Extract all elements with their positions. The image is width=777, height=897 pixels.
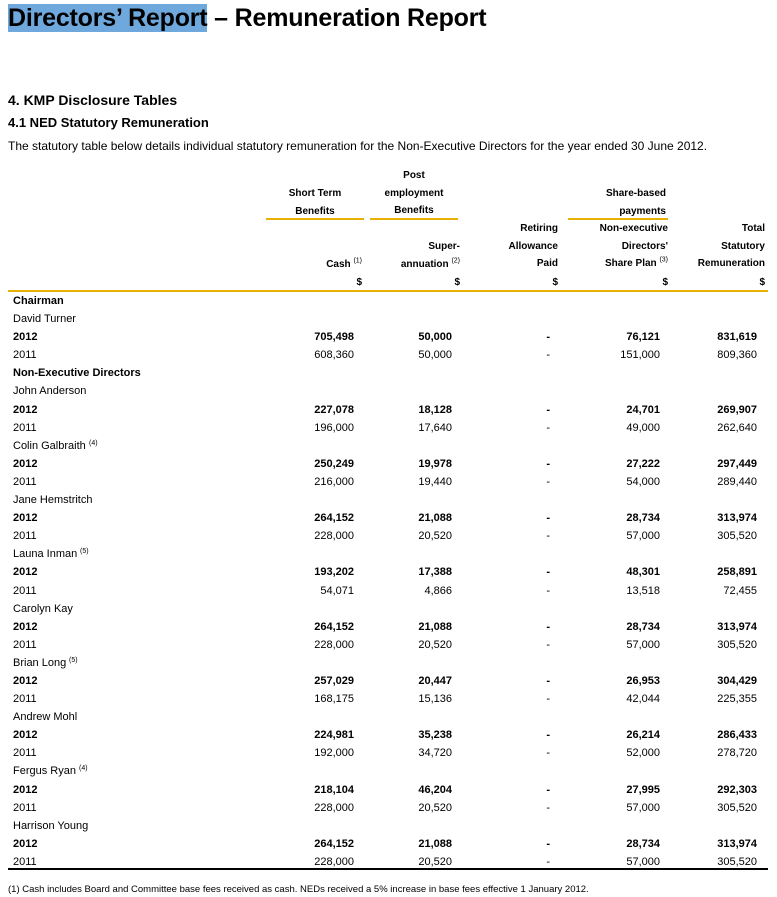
total-cell: 313,974 — [717, 512, 757, 525]
year-label: 2012 — [13, 566, 38, 579]
director-name-row — [8, 762, 768, 780]
ned-share-plan-cell: 57,000 — [626, 855, 660, 868]
superannuation-cell: 21,088 — [418, 837, 452, 850]
superannuation-cell: 20,520 — [418, 855, 452, 868]
retiring-allowance-cell: - — [546, 855, 550, 868]
table-row — [8, 781, 768, 799]
table-row — [8, 672, 768, 690]
table-row — [8, 726, 768, 744]
header-underline-post-employment — [370, 218, 458, 220]
retiring-allowance-cell: - — [546, 674, 550, 687]
superannuation-cell: 46,204 — [418, 783, 452, 796]
year-label: 2011 — [13, 421, 37, 434]
sub-heading: 4.1 NED Statutory Remuneration — [8, 115, 209, 130]
ned-share-plan-cell: 42,044 — [626, 693, 660, 706]
table-row — [8, 636, 768, 654]
header-post-employment-benefits: Post employment Benefits — [384, 170, 444, 216]
cash-cell: 228,000 — [314, 855, 354, 868]
director-name: Harrison Young — [13, 819, 89, 832]
ned-share-plan-cell: 49,000 — [626, 421, 660, 434]
director-name-row — [8, 600, 768, 618]
year-label: 2011 — [13, 747, 37, 760]
year-label: 2011 — [13, 855, 37, 868]
cash-cell: 193,202 — [314, 566, 354, 579]
retiring-allowance-cell: - — [546, 530, 550, 543]
ned-share-plan-cell: 27,995 — [626, 783, 660, 796]
director-name-row — [8, 654, 768, 672]
cash-cell: 264,152 — [314, 620, 354, 633]
header-cash: Cash $^{(1)}$ — [326, 257, 362, 270]
cash-cell: 228,000 — [314, 801, 354, 814]
ned-share-plan-cell: 27,222 — [626, 457, 660, 470]
table-row — [8, 563, 768, 581]
superannuation-cell: 21,088 — [418, 512, 452, 525]
retiring-allowance-cell: - — [546, 783, 550, 796]
total-cell: 304,429 — [717, 674, 757, 687]
retiring-allowance-cell: - — [546, 620, 550, 633]
section-heading: 4. KMP Disclosure Tables — [8, 92, 178, 108]
director-name-row — [8, 708, 768, 726]
ned-share-plan-cell: 13,518 — [626, 584, 660, 597]
ned-share-plan-cell: 76,121 — [626, 331, 660, 344]
cash-note: (1) — [353, 257, 362, 265]
remuneration-table-body — [8, 292, 768, 871]
ned-share-note: (3) — [659, 256, 668, 264]
header-share-based-payments: Share-based payments — [605, 188, 666, 217]
total-cell: 262,640 — [717, 421, 757, 434]
table-row — [8, 328, 768, 346]
cash-cell: 224,981 — [314, 729, 354, 742]
cash-cell: 228,000 — [314, 638, 354, 651]
total-cell: 278,720 — [717, 747, 757, 760]
retiring-allowance-cell: - — [546, 837, 550, 850]
total-cell: 305,520 — [717, 855, 757, 868]
superannuation-cell: 20,520 — [418, 530, 452, 543]
table-row — [8, 582, 768, 600]
ned-share-plan-cell: 57,000 — [626, 638, 660, 651]
year-label: 2012 — [13, 783, 38, 796]
header-underline-short-term — [266, 218, 364, 220]
total-cell: 313,974 — [717, 620, 757, 633]
retiring-allowance-cell: - — [546, 512, 550, 525]
header-retiring-allowance: Retiring Allowance Paid — [508, 223, 558, 269]
superannuation-cell: 21,088 — [418, 620, 452, 633]
footnote: (1) Cash includes Board and Committee base fees received as cash. NEDs received a 5% increase in base fees effective 1 January 2012. — [8, 884, 589, 895]
total-cell: 305,520 — [717, 530, 757, 543]
director-name: David Turner — [13, 313, 76, 326]
total-cell: 809,360 — [717, 349, 757, 362]
superannuation-cell: 15,136 — [418, 693, 452, 706]
page-title — [8, 4, 486, 33]
director-note: (4) — [89, 439, 98, 447]
retiring-allowance-cell: - — [546, 457, 550, 470]
superannuation-cell: 19,440 — [418, 475, 452, 488]
total-cell: 831,619 — [717, 331, 757, 344]
year-label: 2011 — [13, 693, 37, 706]
year-label: 2012 — [13, 674, 38, 687]
retiring-allowance-cell: - — [546, 475, 550, 488]
superannuation-cell: 18,128 — [418, 403, 452, 416]
director-name-row — [8, 437, 768, 455]
retiring-allowance-cell: - — [546, 403, 550, 416]
ned-share-plan-cell: 151,000 — [620, 349, 660, 362]
superannuation-cell: 50,000 — [418, 331, 452, 344]
total-cell: 305,520 — [717, 801, 757, 814]
cash-cell: 54,071 — [320, 584, 354, 597]
cash-cell: 218,104 — [314, 783, 354, 796]
super-note: (2) — [451, 257, 460, 265]
retiring-allowance-cell: - — [546, 747, 550, 760]
total-cell: 286,433 — [717, 729, 757, 742]
table-row — [8, 419, 768, 437]
total-cell: 72,455 — [723, 584, 757, 597]
year-label: 2012 — [13, 512, 38, 525]
director-name: Fergus Ryan — [13, 765, 76, 778]
cash-cell: 264,152 — [314, 837, 354, 850]
director-name: Jane Hemstritch — [13, 494, 93, 507]
superannuation-cell: 17,388 — [418, 566, 452, 579]
year-label: 2011 — [13, 349, 37, 362]
total-cell: 292,303 — [717, 783, 757, 796]
year-label: 2012 — [13, 331, 38, 344]
director-note: (5) — [80, 548, 89, 556]
page-title-highlight: Directors’ Report — [8, 4, 208, 32]
total-cell: 225,355 — [717, 693, 757, 706]
cash-cell: 608,360 — [314, 349, 354, 362]
superannuation-cell: 20,520 — [418, 638, 452, 651]
header-total-statutory-remuneration: Total Statutory Remuneration — [697, 223, 765, 269]
group-label: Chairman — [13, 295, 64, 307]
total-cell: 305,520 — [717, 638, 757, 651]
year-label: 2012 — [13, 729, 38, 742]
table-row — [8, 744, 768, 762]
director-name-row — [8, 310, 768, 328]
total-cell: 297,449 — [717, 457, 757, 470]
cash-cell: 250,249 — [314, 457, 354, 470]
ned-share-plan-cell: 48,301 — [626, 566, 660, 579]
superannuation-cell: 19,978 — [418, 457, 452, 470]
ned-share-plan-cell: 57,000 — [626, 530, 660, 543]
ned-share-plan-cell: 26,214 — [626, 729, 660, 742]
table-row — [8, 690, 768, 708]
year-label: 2012 — [13, 403, 38, 416]
director-name-row — [8, 382, 768, 400]
superannuation-cell: 17,640 — [418, 421, 452, 434]
header-ned-share-plan: Non-executive Directors' Share Plan $^{(3)}$ — [599, 223, 668, 269]
retiring-allowance-cell: - — [546, 584, 550, 597]
header-short-term-benefits: Short Term Benefits — [288, 188, 342, 217]
ned-share-plan-cell: 26,953 — [626, 674, 660, 687]
cash-cell: 705,498 — [314, 331, 354, 344]
table-row — [8, 835, 768, 853]
unit-total: $ — [759, 277, 765, 288]
cash-cell: 192,000 — [314, 747, 354, 760]
ned-share-plan-cell: 54,000 — [626, 475, 660, 488]
year-label: 2011 — [13, 638, 37, 651]
unit-retiring: $ — [552, 277, 558, 288]
director-name-row — [8, 491, 768, 509]
unit-cash: $ — [356, 277, 362, 288]
director-name-row — [8, 817, 768, 835]
director-name: John Anderson — [13, 385, 87, 398]
ned-share-plan-cell: 24,701 — [626, 403, 660, 416]
table-row — [8, 473, 768, 491]
cash-cell: 196,000 — [314, 421, 354, 434]
superannuation-cell: 34,720 — [418, 747, 452, 760]
table-row — [8, 401, 768, 419]
ned-share-plan-cell: 28,734 — [626, 837, 660, 850]
year-label: 2011 — [13, 801, 37, 814]
year-label: 2012 — [13, 457, 38, 470]
retiring-allowance-cell: - — [546, 801, 550, 814]
total-cell: 289,440 — [717, 475, 757, 488]
cash-cell: 264,152 — [314, 512, 354, 525]
year-label: 2012 — [13, 837, 38, 850]
retiring-allowance-cell: - — [546, 331, 550, 344]
director-name: Colin Galbraith — [13, 439, 86, 452]
table-row — [8, 527, 768, 545]
cash-cell: 168,175 — [314, 693, 354, 706]
director-note: (4) — [79, 765, 88, 773]
ned-share-plan-cell: 52,000 — [626, 747, 660, 760]
intro-paragraph: The statutory table below details individual statutory remuneration for the Non-Executive Directors for the year ended 30 June 2012. — [8, 139, 708, 153]
superannuation-cell: 35,238 — [418, 729, 452, 742]
retiring-allowance-cell: - — [546, 349, 550, 362]
ned-share-plan-cell: 28,734 — [626, 620, 660, 633]
ned-share-plan-cell: 57,000 — [626, 801, 660, 814]
director-name: Carolyn Kay — [13, 602, 73, 615]
header-superannuation: Super- annuation $^{(2)}$ — [400, 241, 460, 270]
superannuation-cell: 20,520 — [418, 801, 452, 814]
total-cell: 313,974 — [717, 837, 757, 850]
superannuation-cell: 50,000 — [418, 349, 452, 362]
retiring-allowance-cell: - — [546, 566, 550, 579]
director-name: Brian Long — [13, 656, 67, 669]
total-cell: 269,907 — [717, 403, 757, 416]
page-title-rest: – Remuneration Report — [207, 4, 487, 32]
table-row — [8, 799, 768, 817]
group-label: Non-Executive Directors — [13, 367, 141, 380]
year-label: 2011 — [13, 475, 37, 488]
table-group-row — [8, 292, 768, 310]
director-name: Andrew Mohl — [13, 711, 78, 724]
cash-cell: 257,029 — [314, 674, 354, 687]
superannuation-cell: 4,866 — [424, 584, 452, 597]
superannuation-cell: 20,447 — [418, 674, 452, 687]
retiring-allowance-cell: - — [546, 693, 550, 706]
year-label: 2011 — [13, 584, 37, 597]
table-row — [8, 509, 768, 527]
cash-cell: 227,078 — [314, 403, 354, 416]
unit-super: $ — [454, 277, 460, 288]
retiring-allowance-cell: - — [546, 729, 550, 742]
year-label: 2011 — [13, 530, 37, 543]
table-group-row — [8, 364, 768, 382]
director-note: (5) — [69, 656, 78, 664]
table-row — [8, 455, 768, 473]
year-label: 2012 — [13, 620, 38, 633]
cash-cell: 216,000 — [314, 475, 354, 488]
unit-ned-share: $ — [662, 277, 668, 288]
director-name-row — [8, 545, 768, 563]
table-bottom-rule — [8, 868, 768, 870]
table-row — [8, 346, 768, 364]
director-name: Launa Inman — [13, 548, 78, 561]
cash-cell: 228,000 — [314, 530, 354, 543]
retiring-allowance-cell: - — [546, 421, 550, 434]
table-row — [8, 618, 768, 636]
total-cell: 258,891 — [717, 566, 757, 579]
retiring-allowance-cell: - — [546, 638, 550, 651]
ned-share-plan-cell: 28,734 — [626, 512, 660, 525]
